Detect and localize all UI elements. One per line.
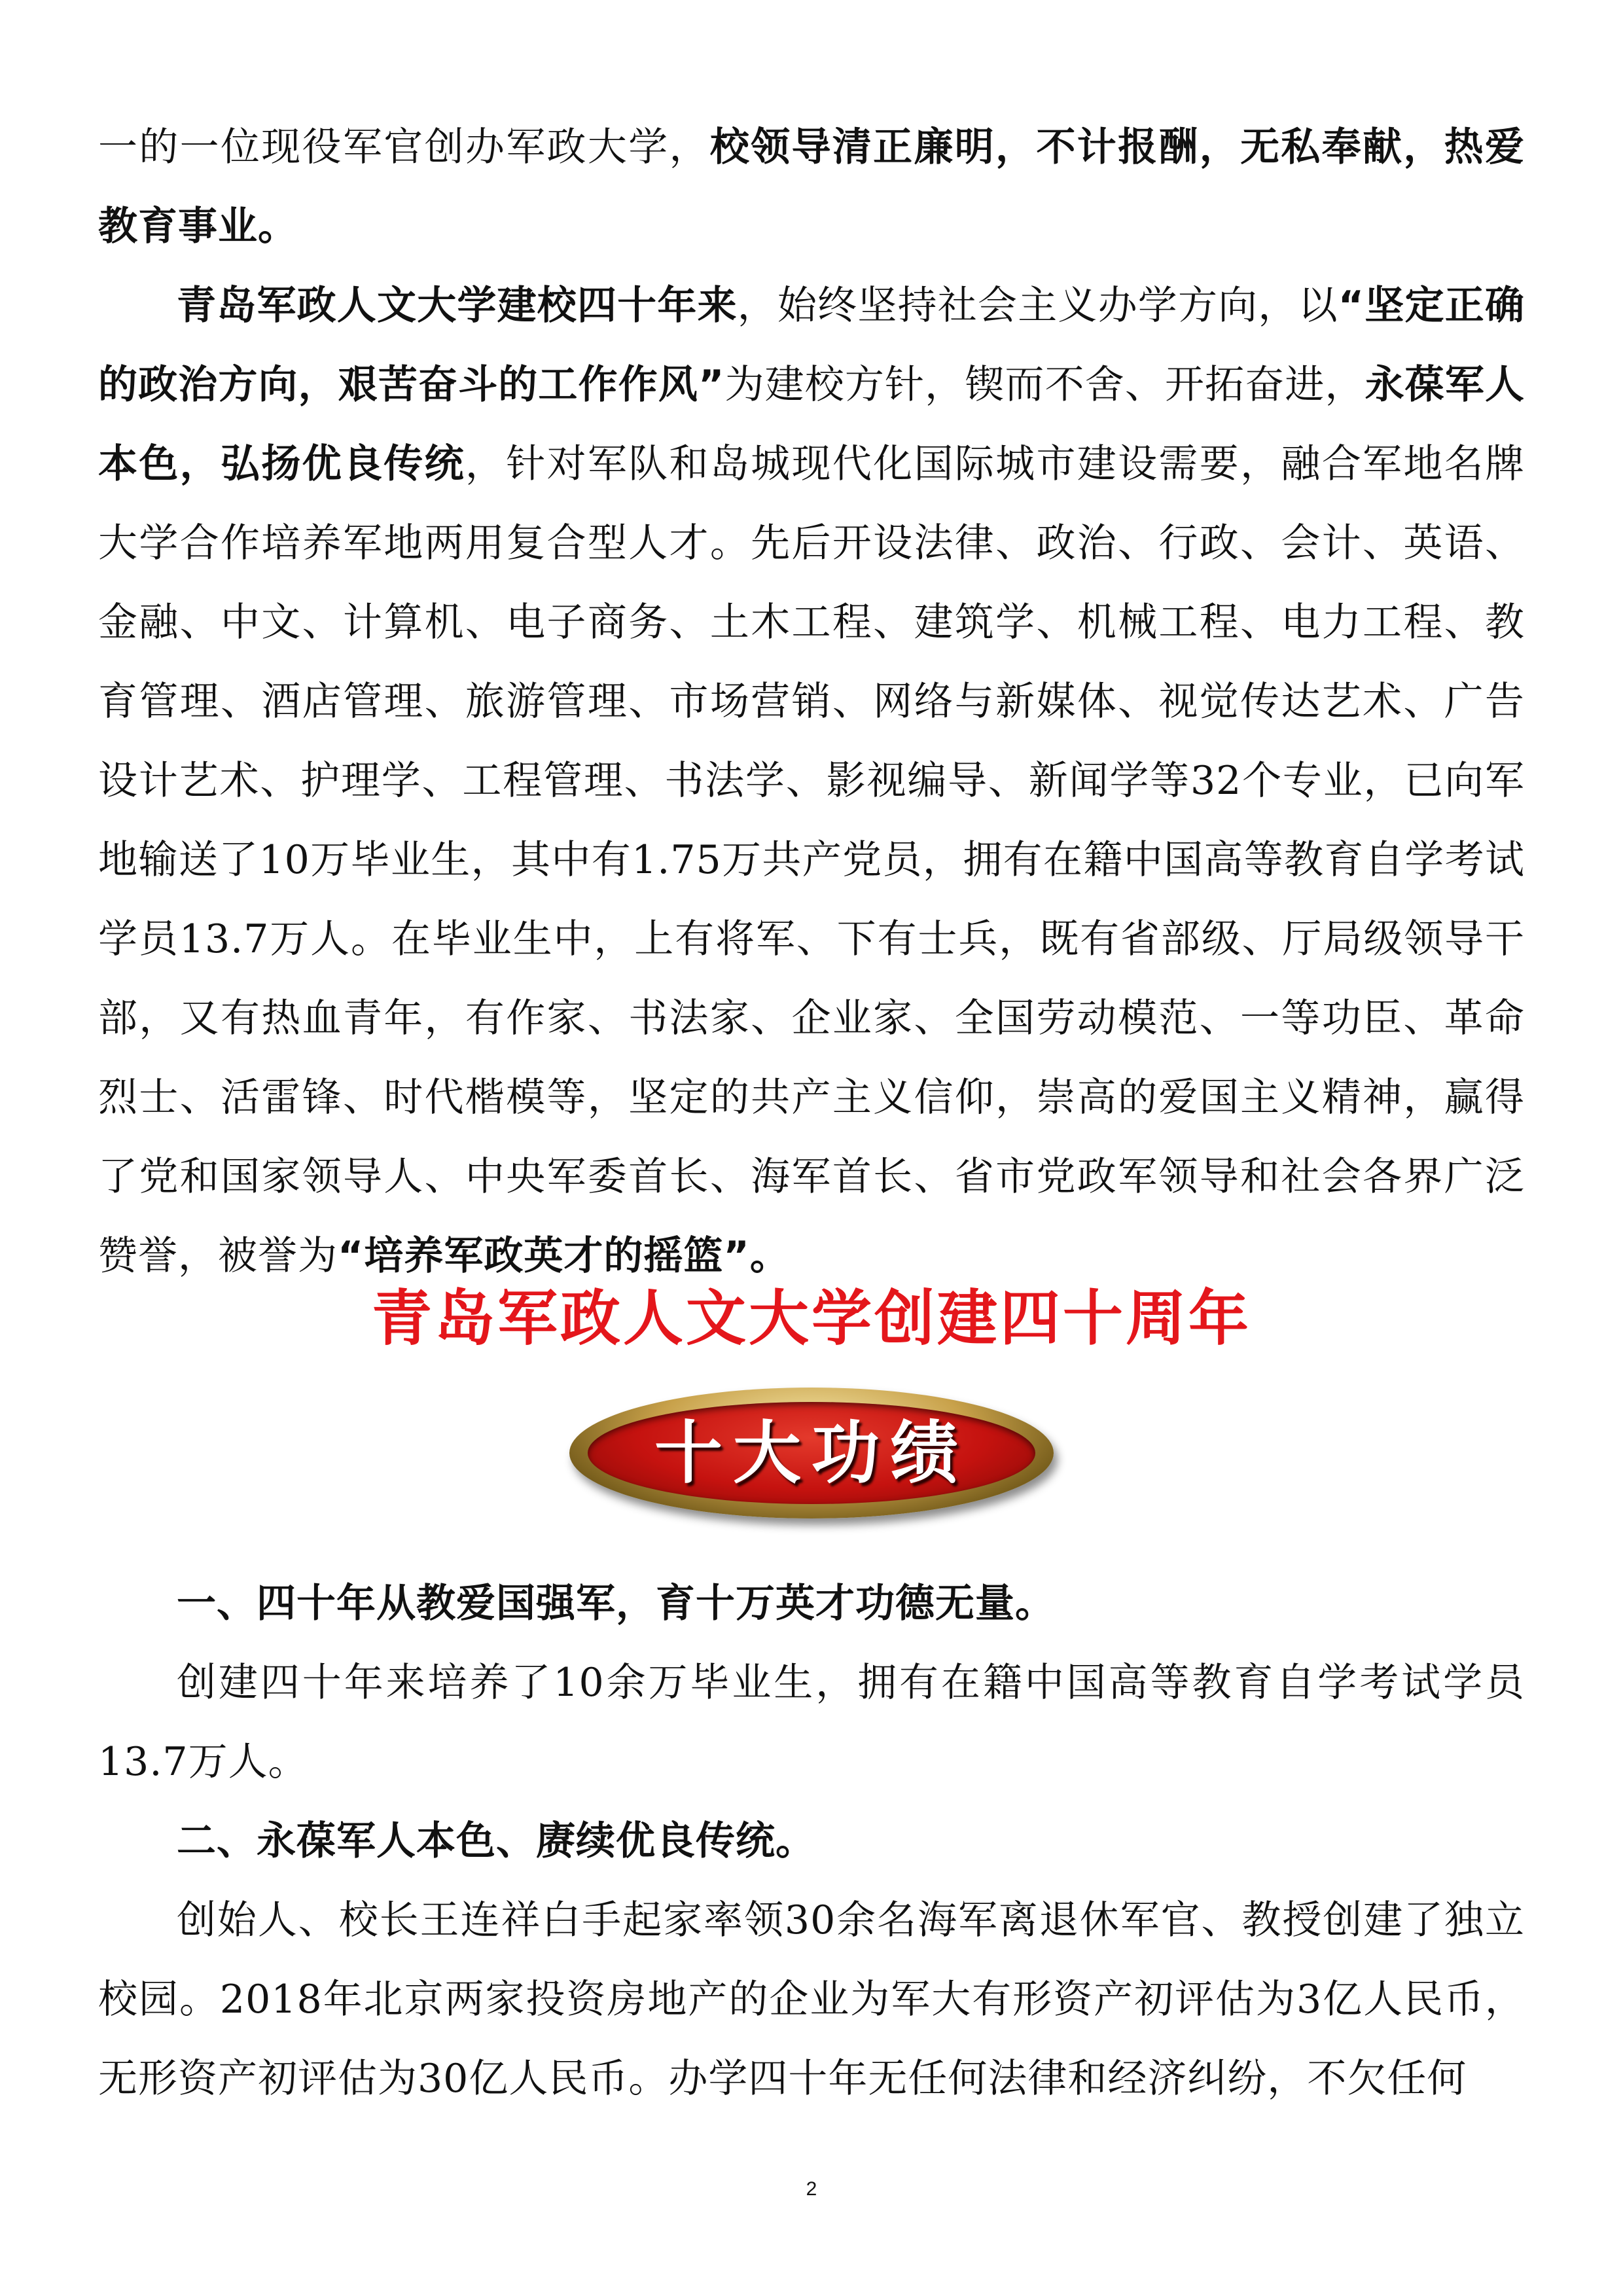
text-segment: 一的一位现役军官创办军政大学， [98, 124, 710, 170]
page-number: 2 [806, 2178, 817, 2200]
anniversary-title: 青岛军政人文大学创建四十周年 [371, 1283, 1251, 1354]
text-segment: ，针对军队和岛城现代化国际城市建设需要，融合军地名牌大学合作培养军地两用复合型人才。先后开设法律、政治、行政、会计、英语、金融、中文、计算机、电子商务、土木工程、建筑学、机械工程、电力工程、教育管理、酒店管理、旅游管理、市场营销、网络与新媒体、视觉传达艺术、广告设计艺术、护理学、工程管理、书法学、影视编导、新闻学等32个专业，已向军地输送了10万毕业生，其中有1.75万共产党员，拥有在籍中国高等教育自学考试学员13.7万人。在毕业生中，上有将军、下有士兵，既有省部级、厅局级领导干部，又有热血青年，有作家、书法家、企业家、全国劳动模范、一等功臣、革命烈士、活雷锋、时代楷模等，坚定的共产主义信仰，崇高的爱国主义精神，赢得了党和国家领导人、中央军委首长、海军首长、省市党政军领导和社会各界广泛赞誉，被誉为 [98, 441, 1525, 1279]
bold-text-segment: 永葆军人本色，弘扬优良传统 [98, 362, 1525, 487]
section-body [98, 1881, 1525, 2119]
bold-text-segment: 校领导清正廉明，不计报酬，无私奉献，热爱教育事业。 [98, 124, 1525, 249]
achievements-badge [569, 1388, 1054, 1518]
text-segment: ，始终坚持社会主义办学方向，以 [737, 283, 1338, 329]
bold-text-segment: “坚定正确的政治方向，艰苦奋斗的工作作风” [98, 283, 1525, 408]
section-heading-text: 二、永葆军人本色、赓续优良传统。 [177, 1818, 815, 1864]
section-body-text: 创始人、校长王连祥白手起家率领30余名海军离退休军官、教授创建了独立校园。2018年北京两家投资房地产的企业为军大有形资产初评估为3亿人民币，无形资产初评估为30亿人民币。办学四十年无任何法律和经济纠纷，不欠任何 [98, 1897, 1525, 2102]
badge-label: 十大功绩 [654, 1413, 969, 1493]
paragraph-history [98, 266, 1525, 1296]
section-body [98, 1643, 1525, 1802]
text-segment: 为建校方针，锲而不舍、开拓奋进， [724, 362, 1365, 408]
section-heading-text: 一、四十年从教爱国强军，育十万英才功德无量。 [177, 1581, 1055, 1626]
bold-text-segment: 青岛军政人文大学建校四十年来 [177, 283, 738, 329]
bold-text-segment: “培养军政英才的摇篮”。 [338, 1233, 790, 1279]
section-heading [98, 1802, 1525, 1881]
paragraph-intro [98, 108, 1525, 266]
section-body-text: 创建四十年来培养了10余万毕业生，拥有在籍中国高等教育自学考试学员13.7万人。 [98, 1660, 1525, 1785]
section-heading [98, 1564, 1525, 1643]
